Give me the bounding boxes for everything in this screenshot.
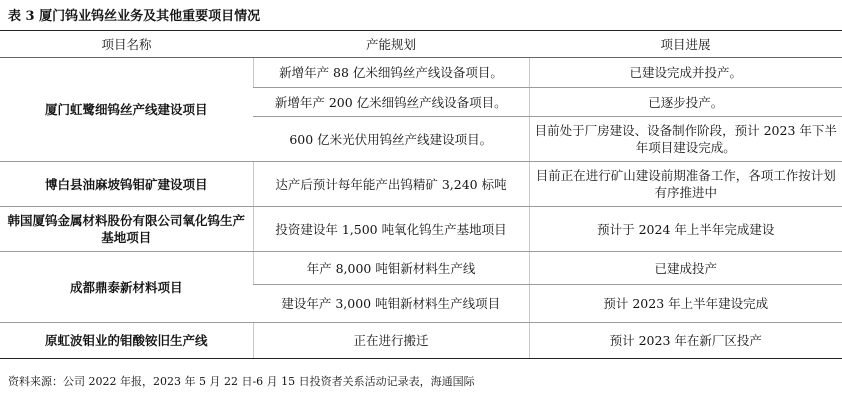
header-row <box>0 31 842 58</box>
header-project-name: 项目名称 <box>0 31 253 58</box>
capacity-plan: 新增年产 200 亿米细钨丝产线设备项目。 <box>253 88 529 117</box>
capacity-plan: 投资建设年 1,500 吨氧化钨生产基地项目 <box>253 207 529 252</box>
project-name: 韩国厦钨金属材料股份有限公司氧化钨生产基地项目 <box>0 207 253 252</box>
project-progress: 目前正在进行矿山建设前期准备工作，各项工作按计划有序推进中 <box>529 162 842 207</box>
header-capacity-plan: 产能规划 <box>253 31 529 58</box>
project-progress: 已建设完成并投产。 <box>529 58 842 88</box>
capacity-plan: 建设年产 3,000 吨钼新材料生产线项目 <box>253 285 529 323</box>
project-name: 厦门虹鹭细钨丝产线建设项目 <box>0 58 253 162</box>
source-note: 资料来源：公司 2022 年报，2023 年 5 月 22 日-6 月 15 日投资者关系活动记录表，海通国际 <box>8 375 475 388</box>
project-name: 原虹波钼业的钼酸铵旧生产线 <box>0 323 253 359</box>
capacity-plan: 年产 8,000 吨钼新材料生产线 <box>253 252 529 285</box>
header-progress: 项目进展 <box>529 31 842 58</box>
capacity-plan: 新增年产 88 亿米细钨丝产线设备项目。 <box>253 58 529 88</box>
table-row <box>0 58 842 88</box>
table-row <box>0 207 842 252</box>
table-caption: 表 3 厦门钨业钨丝业务及其他重要项目情况 <box>8 9 261 24</box>
project-progress: 预计 2023 年在新厂区投产 <box>529 323 842 359</box>
project-progress: 目前处于厂房建设、设备制作阶段，预计 2023 年下半年项目建设完成。 <box>529 117 842 162</box>
project-progress: 预计 2023 年上半年建设完成 <box>529 285 842 323</box>
table-row <box>0 162 842 207</box>
capacity-plan: 正在进行搬迁 <box>253 323 529 359</box>
capacity-plan: 600 亿米光伏用钨丝产线建设项目。 <box>253 117 529 162</box>
projects-table <box>0 30 842 359</box>
project-progress: 预计于 2024 年上半年完成建设 <box>529 207 842 252</box>
project-name: 成都鼎泰新材料项目 <box>0 252 253 323</box>
project-progress: 已建成投产 <box>529 252 842 285</box>
capacity-plan: 达产后预计每年能产出钨精矿 3,240 标吨 <box>253 162 529 207</box>
project-name: 博白县油麻坡钨钼矿建设项目 <box>0 162 253 207</box>
project-progress: 已逐步投产。 <box>529 88 842 117</box>
table-row <box>0 252 842 285</box>
table-row <box>0 323 842 359</box>
